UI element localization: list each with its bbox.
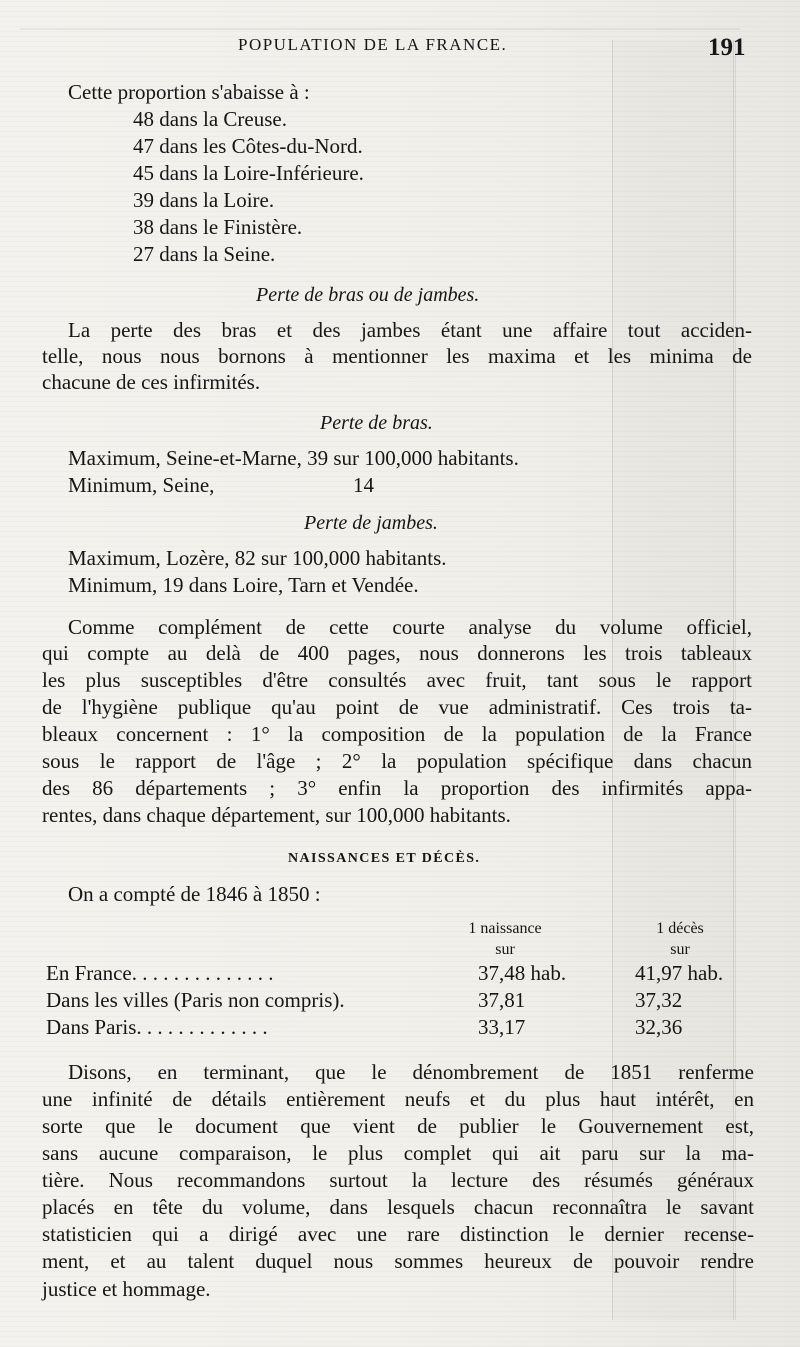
paragraph-line: placés en tête du volume, dans lesquels chacun reconnaîtra le savant bbox=[42, 1195, 754, 1219]
paragraph-line: telle, nous nous bornons à mentionner les maxima et les minima de bbox=[42, 344, 752, 368]
table-cell-deces: 32,36 bbox=[635, 1015, 683, 1039]
naissances-intro: On a compté de 1846 à 1850 : bbox=[68, 882, 321, 906]
table-cell-naissance: 37,81 bbox=[478, 988, 526, 1012]
bras-minimum-value: 14 bbox=[353, 473, 374, 497]
paragraph-line: justice et hommage. bbox=[42, 1277, 211, 1301]
running-head: POPULATION DE LA FRANCE. bbox=[238, 35, 508, 54]
proportion-item: 47 dans les Côtes-du-Nord. bbox=[133, 134, 363, 158]
table-cell-naissance: 37,48 hab. bbox=[478, 961, 567, 985]
header-rule bbox=[20, 28, 740, 30]
paragraph-line: ment, et au talent duquel nous sommes heureux de pouvoir rendre bbox=[42, 1249, 754, 1273]
page-number: 191 bbox=[708, 34, 746, 61]
proportion-item: 27 dans la Seine. bbox=[133, 242, 276, 266]
paragraph-line: tière. Nous recommandons surtout la lecture des résumés généraux bbox=[42, 1168, 754, 1192]
paragraph-line: rentes, dans chaque département, sur 100,000 habitants. bbox=[42, 803, 511, 827]
column-header-line: 1 décès bbox=[656, 920, 704, 937]
section-heading-bras: Perte de bras. bbox=[320, 412, 433, 434]
section-heading-membres: Perte de bras ou de jambes. bbox=[256, 284, 480, 306]
paragraph-line: Comme complément de cette courte analyse du volume officiel, bbox=[68, 615, 752, 639]
proportion-item: 45 dans la Loire-Inférieure. bbox=[133, 161, 364, 185]
table-row-label: Dans Paris. . . . . . . . . . . . . bbox=[46, 1015, 268, 1039]
proportion-intro: Cette proportion s'abaisse à : bbox=[68, 80, 310, 104]
table-cell-deces: 41,97 hab. bbox=[635, 961, 724, 985]
paragraph-line: de l'hygiène publique qu'au point de vue administratif. Ces trois ta- bbox=[42, 695, 752, 719]
column-header-line: 1 naissance bbox=[468, 920, 542, 937]
column-header-line: sur bbox=[670, 941, 690, 958]
column-header-deces bbox=[625, 918, 735, 960]
bras-maximum: Maximum, Seine-et-Marne, 39 sur 100,000 habitants. bbox=[68, 446, 519, 470]
paragraph-line: des 86 départements ; 3° enfin la proportion des infirmités appa- bbox=[42, 776, 752, 800]
table-row-label: En France. . . . . . . . . . . . . . bbox=[46, 961, 274, 985]
proportion-item: 48 dans la Creuse. bbox=[133, 107, 287, 131]
paragraph-line: qui compte au delà de 400 pages, nous donnerons les trois tableaux bbox=[42, 641, 752, 665]
column-header-line: sur bbox=[495, 941, 515, 958]
paragraph-line: sorte que le document que vient de publier le Gouvernement est, bbox=[42, 1114, 754, 1138]
paragraph-line: sans aucune comparaison, le plus complet qui ait paru sur la ma- bbox=[42, 1141, 754, 1165]
jambes-maximum: Maximum, Lozère, 82 sur 100,000 habitants. bbox=[68, 546, 447, 570]
proportion-item: 38 dans le Finistère. bbox=[133, 215, 303, 239]
table-cell-naissance: 33,17 bbox=[478, 1015, 526, 1039]
paragraph-line: statisticien qui a dirigé avec une rare distinction le dernier recense- bbox=[42, 1222, 754, 1246]
column-header-naissance bbox=[440, 918, 570, 960]
bras-minimum-label: Minimum, Seine, bbox=[68, 473, 215, 497]
table-row-label: Dans les villes (Paris non compris). bbox=[46, 988, 345, 1012]
paragraph-line: Disons, en terminant, que le dénombrement de 1851 renferme bbox=[68, 1060, 754, 1084]
section-heading-naissances: NAISSANCES ET DÉCÈS. bbox=[288, 851, 481, 866]
proportion-item: 39 dans la Loire. bbox=[133, 188, 275, 212]
paragraph-line: La perte des bras et des jambes étant une affaire tout acciden- bbox=[68, 318, 752, 342]
paragraph-line: sous le rapport de l'âge ; 2° la population spécifique dans chacun bbox=[42, 749, 752, 773]
section-heading-jambes: Perte de jambes. bbox=[304, 512, 438, 534]
table-cell-deces: 37,32 bbox=[635, 988, 683, 1012]
paragraph-line: chacune de ces infirmités. bbox=[42, 370, 261, 394]
paragraph-line: bleaux concernent : 1° la composition de la population de la France bbox=[42, 722, 752, 746]
paragraph-line: les plus susceptibles d'être consultés avec fruit, tant sous le rapport bbox=[42, 668, 752, 692]
jambes-minimum: Minimum, 19 dans Loire, Tarn et Vendée. bbox=[68, 573, 419, 597]
paragraph-line: une infinité de détails entièrement neufs et du plus haut intérêt, en bbox=[42, 1087, 754, 1111]
